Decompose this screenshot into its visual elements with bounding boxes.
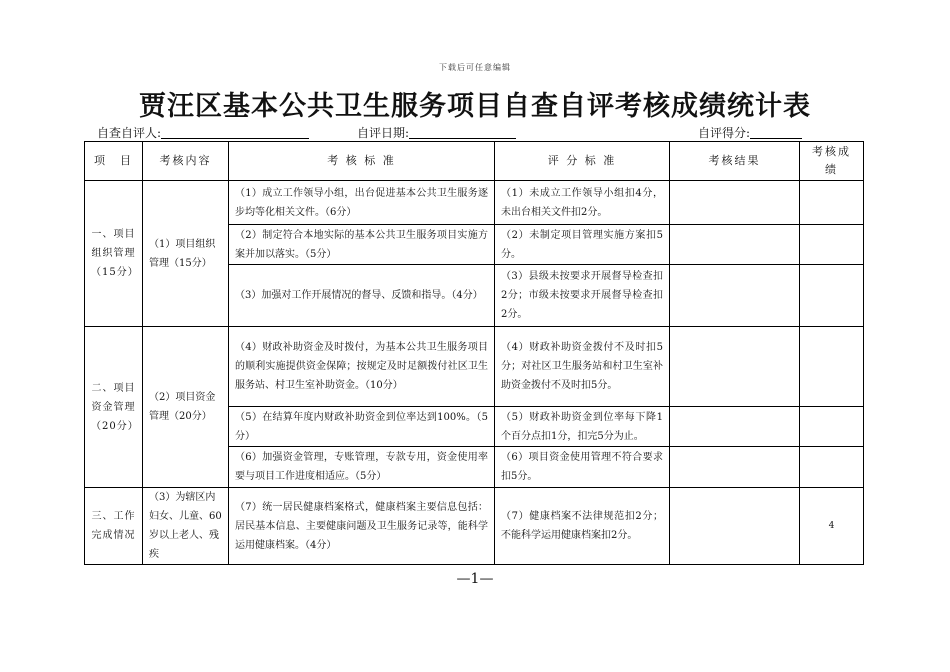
- header-content: 考核内容: [143, 142, 229, 181]
- download-note: 下载后可任意编辑: [439, 63, 511, 72]
- document-title: 贾汪区基本公共卫生服务项目自查自评考核成绩统计表: [139, 91, 811, 122]
- grade-cell[interactable]: [800, 447, 864, 488]
- criteria-cell: （2）制定符合本地实际的基本公共卫生服务项目实施方案并加以落实。（5分）: [229, 225, 495, 265]
- score-field: [698, 124, 802, 141]
- criteria-cell: （1）成立工作领导小组，出台促进基本公共卫生服务逐步均等化相关文件。（6分）: [229, 181, 495, 225]
- evaluator-field: [97, 124, 309, 141]
- scoring-cell: （4）财政补助资金拨付不及时扣5分；对社区卫生服务站和村卫生室补助资金拨付不及时扣5分。: [495, 327, 670, 407]
- table-row: [85, 327, 864, 407]
- result-cell[interactable]: [670, 447, 800, 488]
- assessment-table: [84, 141, 864, 565]
- date-blank[interactable]: [409, 125, 516, 139]
- criteria-cell: （5）在结算年度内财政补助资金到位率达到100%。（5分）: [229, 407, 495, 447]
- criteria-cell: （7）统一居民健康档案格式，健康档案主要信息包括：居民基本信息、主要健康问题及卫生服务记录等，能科学运用健康档案。（4分）: [229, 488, 495, 565]
- item-cell: 二、项目资金管理（20分）: [85, 327, 143, 488]
- grade-cell[interactable]: [800, 181, 864, 225]
- criteria-cell: （3）加强对工作开展情况的督导、反馈和指导。（4分）: [229, 265, 495, 327]
- criteria-cell: （4）财政补助资金及时拨付，为基本公共卫生服务项目的顺利实施提供资金保障；按规定及时足额拨付社区卫生服务站、村卫生室补助资金。（10分）: [229, 327, 495, 407]
- criteria-cell: （6）加强资金管理，专账管理，专款专用，资金使用率要与项目工作进度相适应。（5分）: [229, 447, 495, 488]
- evaluator-label: 自查自评人:: [97, 126, 162, 140]
- result-cell[interactable]: [670, 407, 800, 447]
- item-cell: 三、工作完成情况: [85, 488, 143, 565]
- grade-cell[interactable]: [800, 225, 864, 265]
- result-cell[interactable]: [670, 265, 800, 327]
- grade-cell[interactable]: [800, 407, 864, 447]
- header-scoring: 评 分 标 准: [495, 142, 670, 181]
- scoring-cell: （6）项目资金使用管理不符合要求扣5分。: [495, 447, 670, 488]
- evaluator-blank[interactable]: [161, 125, 309, 139]
- table-row: [85, 181, 864, 225]
- scoring-cell: （3）县级未按要求开展督导检查扣2分；市级未按要求开展督导检查扣2分。: [495, 265, 670, 327]
- header-grade: 考核成绩: [800, 142, 864, 181]
- scoring-cell: （7）健康档案不法律规范扣2分；不能科学运用健康档案扣2分。: [495, 488, 670, 565]
- grade-cell[interactable]: [800, 265, 864, 327]
- score-label: 自评得分:: [698, 126, 751, 140]
- table-row: [85, 488, 864, 565]
- grade-cell[interactable]: [800, 327, 864, 407]
- result-cell[interactable]: [670, 327, 800, 407]
- scoring-cell: （1）未成立工作领导小组扣4分，未出台相关文件扣2分。: [495, 181, 670, 225]
- date-label: 自评日期:: [357, 126, 410, 140]
- content-cell: （1）项目组织管理（15分）: [143, 181, 229, 327]
- content-cell: （2）项目资金管理（20分）: [143, 327, 229, 488]
- table-header-row: [85, 142, 864, 181]
- scoring-cell: （5）财政补助资金到位率每下降1个百分点扣1分，扣完5分为止。: [495, 407, 670, 447]
- result-cell[interactable]: [670, 181, 800, 225]
- scoring-cell: （2）未制定项目管理实施方案扣5分。: [495, 225, 670, 265]
- header-criteria: 考 核 标 准: [229, 142, 495, 181]
- page-number: —1—: [456, 571, 494, 587]
- header-result: 考核结果: [670, 142, 800, 181]
- date-field: [357, 124, 516, 141]
- content-cell: （3）为辖区内妇女、儿童、60岁以上老人、残疾: [143, 488, 229, 565]
- result-cell[interactable]: [670, 225, 800, 265]
- result-cell[interactable]: [670, 488, 800, 565]
- item-cell: 一、项目组织管理（15分）: [85, 181, 143, 327]
- header-item: 项 目: [85, 142, 143, 181]
- grade-cell[interactable]: 4: [800, 488, 864, 565]
- score-blank[interactable]: [750, 125, 802, 139]
